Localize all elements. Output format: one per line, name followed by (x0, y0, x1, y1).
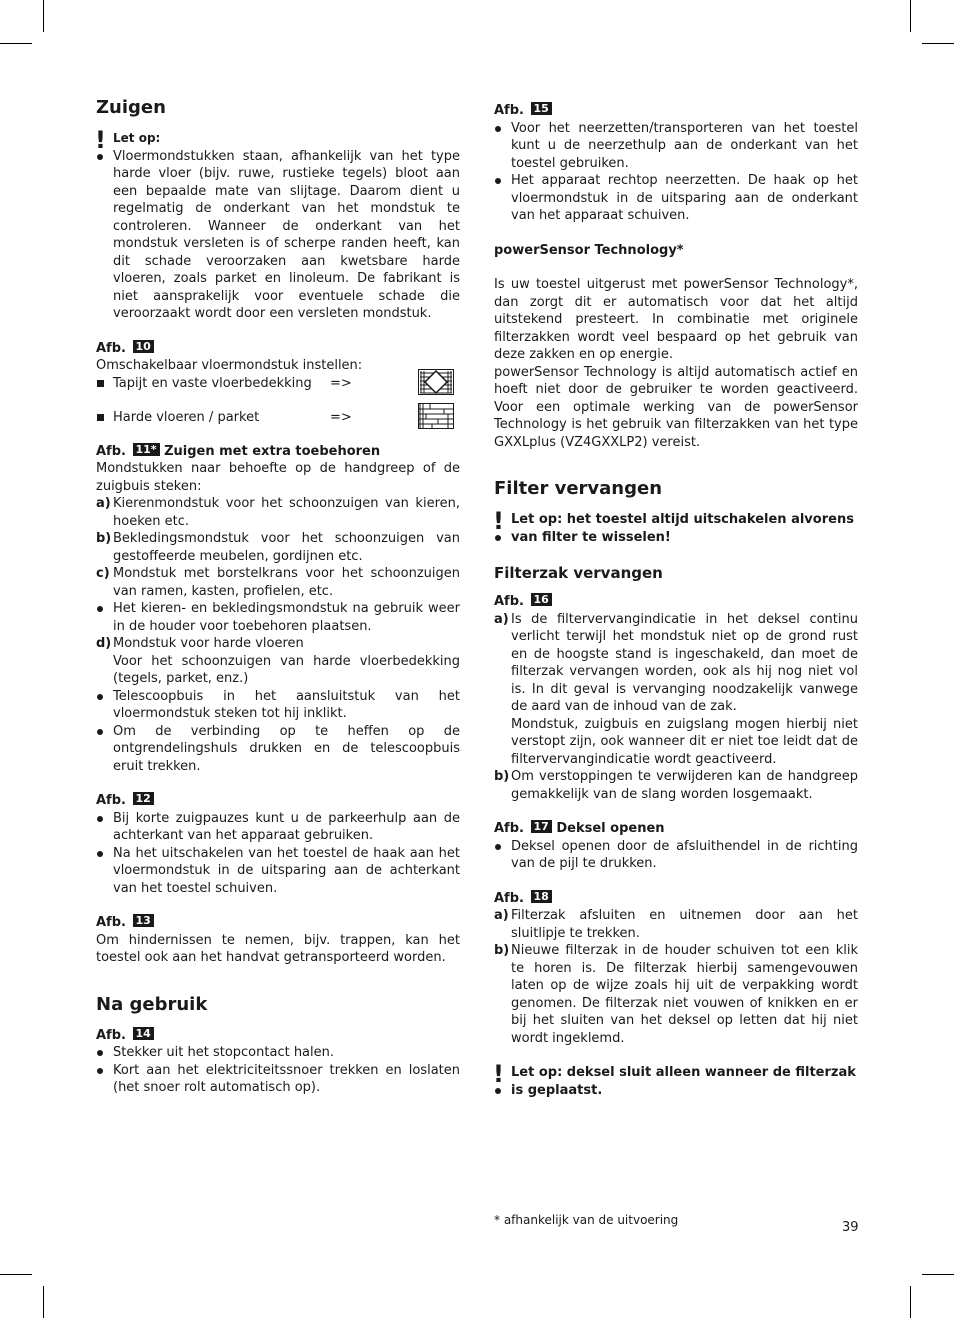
bullet-icon (97, 729, 103, 735)
figure-badge: 16 (531, 593, 552, 606)
page-number: 39 (842, 1220, 859, 1235)
figure-badge: 15 (531, 102, 552, 115)
square-bullet-icon (97, 414, 104, 421)
paragraph: Is uw toestel uitgerust met powerSensor Technology*, dan zorgt dit er automatisch voor dat het altijd uitstekend presteert. In combinatie met originele filterzakken wordt veel bespaard op het gebruik van deze zakken en op energie. (494, 277, 858, 362)
crop-mark (43, 0, 44, 32)
list-item: a) Kierenmondstuk voor het schoonzuigen van kieren, hoeken etc. (96, 496, 460, 529)
crop-mark (0, 43, 32, 44)
carpet-setting-icon (418, 369, 454, 395)
warning-block (493, 507, 858, 546)
list-item: Voor het neerzetten/transporteren van het toestel kunt u de neerzethulp aan de onderkant van het toestel gebruiken. (494, 120, 858, 173)
figure-ref: Afb. 17 Deksel openen (494, 820, 665, 836)
section-title-filter: Filter vervangen (494, 478, 663, 499)
bullet-icon (97, 606, 103, 612)
figure-ref: Afb. 14 (96, 1027, 460, 1045)
paragraph: powerSensor Technology is altijd automatisch actief en hoeft niet door de gebruiker te worden geactiveerd. Voor een optimale werking van de powerSensor Technology is het gebruik van filterzakken van het type GXXLplus (VZ4GXXLP2) vereist. (494, 364, 858, 450)
figure-ref: Afb. 11* Zuigen met extra toebehoren (96, 442, 381, 459)
figure-title: Deksel openen (556, 821, 665, 836)
square-bullet-icon (97, 380, 104, 387)
left-column (96, 96, 460, 1097)
paragraph: Omschakelbaar vloermondstuk instellen: (96, 358, 363, 373)
setting-arrow: => (330, 409, 352, 425)
bullet-icon (495, 126, 501, 132)
bullet-icon (97, 154, 103, 160)
paragraph: Mondstukken naar behoefte op de handgreep of de zuigbuis steken: (96, 461, 460, 494)
list-item: b) Bekledingsmondstuk voor het schoonzuigen van gestoffeerde meubelen, gordijnen etc. (96, 531, 460, 564)
bullet-icon (97, 851, 103, 857)
figure-ref: Afb. 18 (494, 890, 858, 908)
crop-mark (910, 1286, 911, 1318)
setting-row-carpet (96, 375, 460, 409)
warning-text: Let op: deksel sluit alleen wanneer de filterzak is geplaatst. (511, 1065, 856, 1098)
list-item: c) Mondstuk met borstelkrans voor het schoonzuigen van ramen, kasten, profielen, etc. (96, 566, 460, 599)
bullet-icon (495, 178, 501, 184)
figure-badge: 18 (531, 890, 552, 903)
paragraph: Om hindernissen te nemen, bijv. trappen, kan het toestel ook aan het handvat getransporteerd worden. (96, 932, 460, 965)
setting-arrow: => (330, 375, 352, 391)
figure-badge: 17 (531, 820, 552, 833)
figure-badge: 10 (133, 340, 154, 353)
bullet-icon (495, 535, 501, 541)
setting-row-hardfloor (96, 409, 460, 443)
bullet-icon (97, 816, 103, 822)
crop-mark (922, 1274, 954, 1275)
crop-mark (922, 43, 954, 44)
list-item: Het kieren- en bekledingsmondstuk na gebruik weer in de houder voor toebehoren plaatsen. (96, 600, 460, 635)
crop-mark (43, 1286, 44, 1318)
figure-ref: Afb. 16 (494, 593, 858, 611)
warning-block (493, 1060, 858, 1099)
list-item (96, 148, 460, 323)
figure-ref: Afb. 15 (494, 102, 858, 120)
setting-label: Harde vloeren / parket (113, 409, 260, 425)
bullet-icon (97, 1068, 103, 1074)
list-item: Het apparaat rechtop neerzetten. De haak op het vloermondstuk in de uitsparing aan de onderkant van het apparaat schuiven. (494, 172, 858, 225)
exclamation-icon: ! (95, 126, 106, 154)
list-item: d) Mondstuk voor harde vloeren Voor het schoonzuigen van harde vloerbedekking (tegels, parket, enz.) (96, 636, 460, 686)
figure-ref: Afb. 13 (96, 914, 460, 932)
list-item: a) Filterzak afsluiten en uitnemen door aan het sluitlipje te trekken. (494, 908, 858, 941)
right-column (494, 102, 858, 1099)
section-title-na-gebruik: Na gebruik (96, 993, 208, 1015)
figure-badge: 11* (133, 443, 160, 456)
list-item: b) Om verstoppingen te verwijderen kan de handgreep gemakkelijk van de slang worden losgemaakt. (494, 769, 858, 802)
warning-text: Vloermondstukken staan, afhankelijk van het type harde vloer (bijv. ruwe, rustieke tegels) bloot aan een bepaalde mate van slijtage. Daarom dient u regelmatig de onderkant van het mondstuk te controleren. Wanneer de onderkant van het mondstuk versleten is of scherpe randen heeft, kan dit schade veroorzaken aan kwetsbare harde vloeren, zoals parket en linoleum. De fabrikant is niet aansprakelijk voor eventuele schade die veroorzaakt wordt door een versleten mondstuk. (113, 148, 460, 321)
figure-ref: Afb. 12 (96, 792, 460, 810)
section-title-zuigen: Zuigen (96, 97, 166, 118)
list-item: Stekker uit het stopcontact halen. (96, 1044, 460, 1062)
figure-badge: 12 (133, 792, 154, 805)
figure-badge: 14 (133, 1027, 154, 1040)
list-item: Bij korte zuigpauzes kunt u de parkeerhulp aan de achterkant van het apparaat gebruiken. (96, 810, 460, 845)
list-item: Telescoopbuis in het aansluitstuk van het vloermondstuk steken tot hij inklikt. (96, 688, 460, 723)
setting-label: Tapijt en vaste vloerbedekking (113, 375, 312, 391)
list-item: Kort aan het elektriciteitssnoer trekken en loslaten (het snoer rolt automatisch op). (96, 1062, 460, 1097)
warning-label: Let op: (113, 131, 161, 145)
bullet-icon (97, 1050, 103, 1056)
exclamation-icon: ! (493, 1060, 504, 1088)
powersensor-title: powerSensor Technology* (494, 242, 684, 258)
list-item: a) Is de filtervervangindicatie in het deksel continu verlicht terwijl het mondstuk niet op de grond rust en de hoogste stand is ingeschakeld, dan moet de filterzak vervangen worden, ook als hij nog niet vol is. In dit geval is vervanging noodzakelijk vanwege de aard van de inhoud van de zak. Mondstuk, zuigbuis en zuigslang mogen hierbij niet verstopt zijn, ook wanneer dit er niet toe leidt dat de filtervervangindicatie wordt geactiveerd. (494, 611, 858, 767)
crop-mark (910, 0, 911, 32)
figure-badge: 13 (133, 914, 154, 927)
list-item: Na het uitschakelen van het toestel de haak aan het vloermondstuk in de uitsparing aan de achterkant van het toestel schuiven. (96, 845, 460, 898)
bullet-icon (495, 1088, 501, 1094)
list-item: Om de verbinding op te heffen op de ontgrendelingshuls drukken en de telescoopbuis eruit trekken. (96, 723, 460, 776)
exclamation-icon: ! (493, 507, 504, 535)
subsection-title-filterzak: Filterzak vervangen (494, 564, 663, 582)
list-item: b) Nieuwe filterzak in de houder schuiven tot een klik te horen is. De filterzak hierbij samengevouwen laten op de wijze zoals hij uit de verpakking wordt genomen. De filterzak niet vouwen of knikken en er bij het sluiten van het deksel op letten dat hij niet wordt ingeklemd. (494, 943, 858, 1046)
crop-mark (0, 1274, 32, 1275)
figure-ref: Afb. 10 (96, 340, 460, 358)
list-item: Deksel openen door de afsluithendel in de richting van de pijl te drukken. (494, 838, 858, 873)
bullet-icon (97, 694, 103, 700)
hardfloor-setting-icon (418, 403, 454, 429)
bullet-icon (495, 844, 501, 850)
warning-block (95, 126, 460, 154)
figure-title: Zuigen met extra toebehoren (164, 443, 381, 459)
footnote: * afhankelijk van de uitvoering (494, 1213, 679, 1227)
warning-text: Let op: het toestel altijd uitschakelen alvorens van filter te wisselen! (511, 512, 854, 545)
